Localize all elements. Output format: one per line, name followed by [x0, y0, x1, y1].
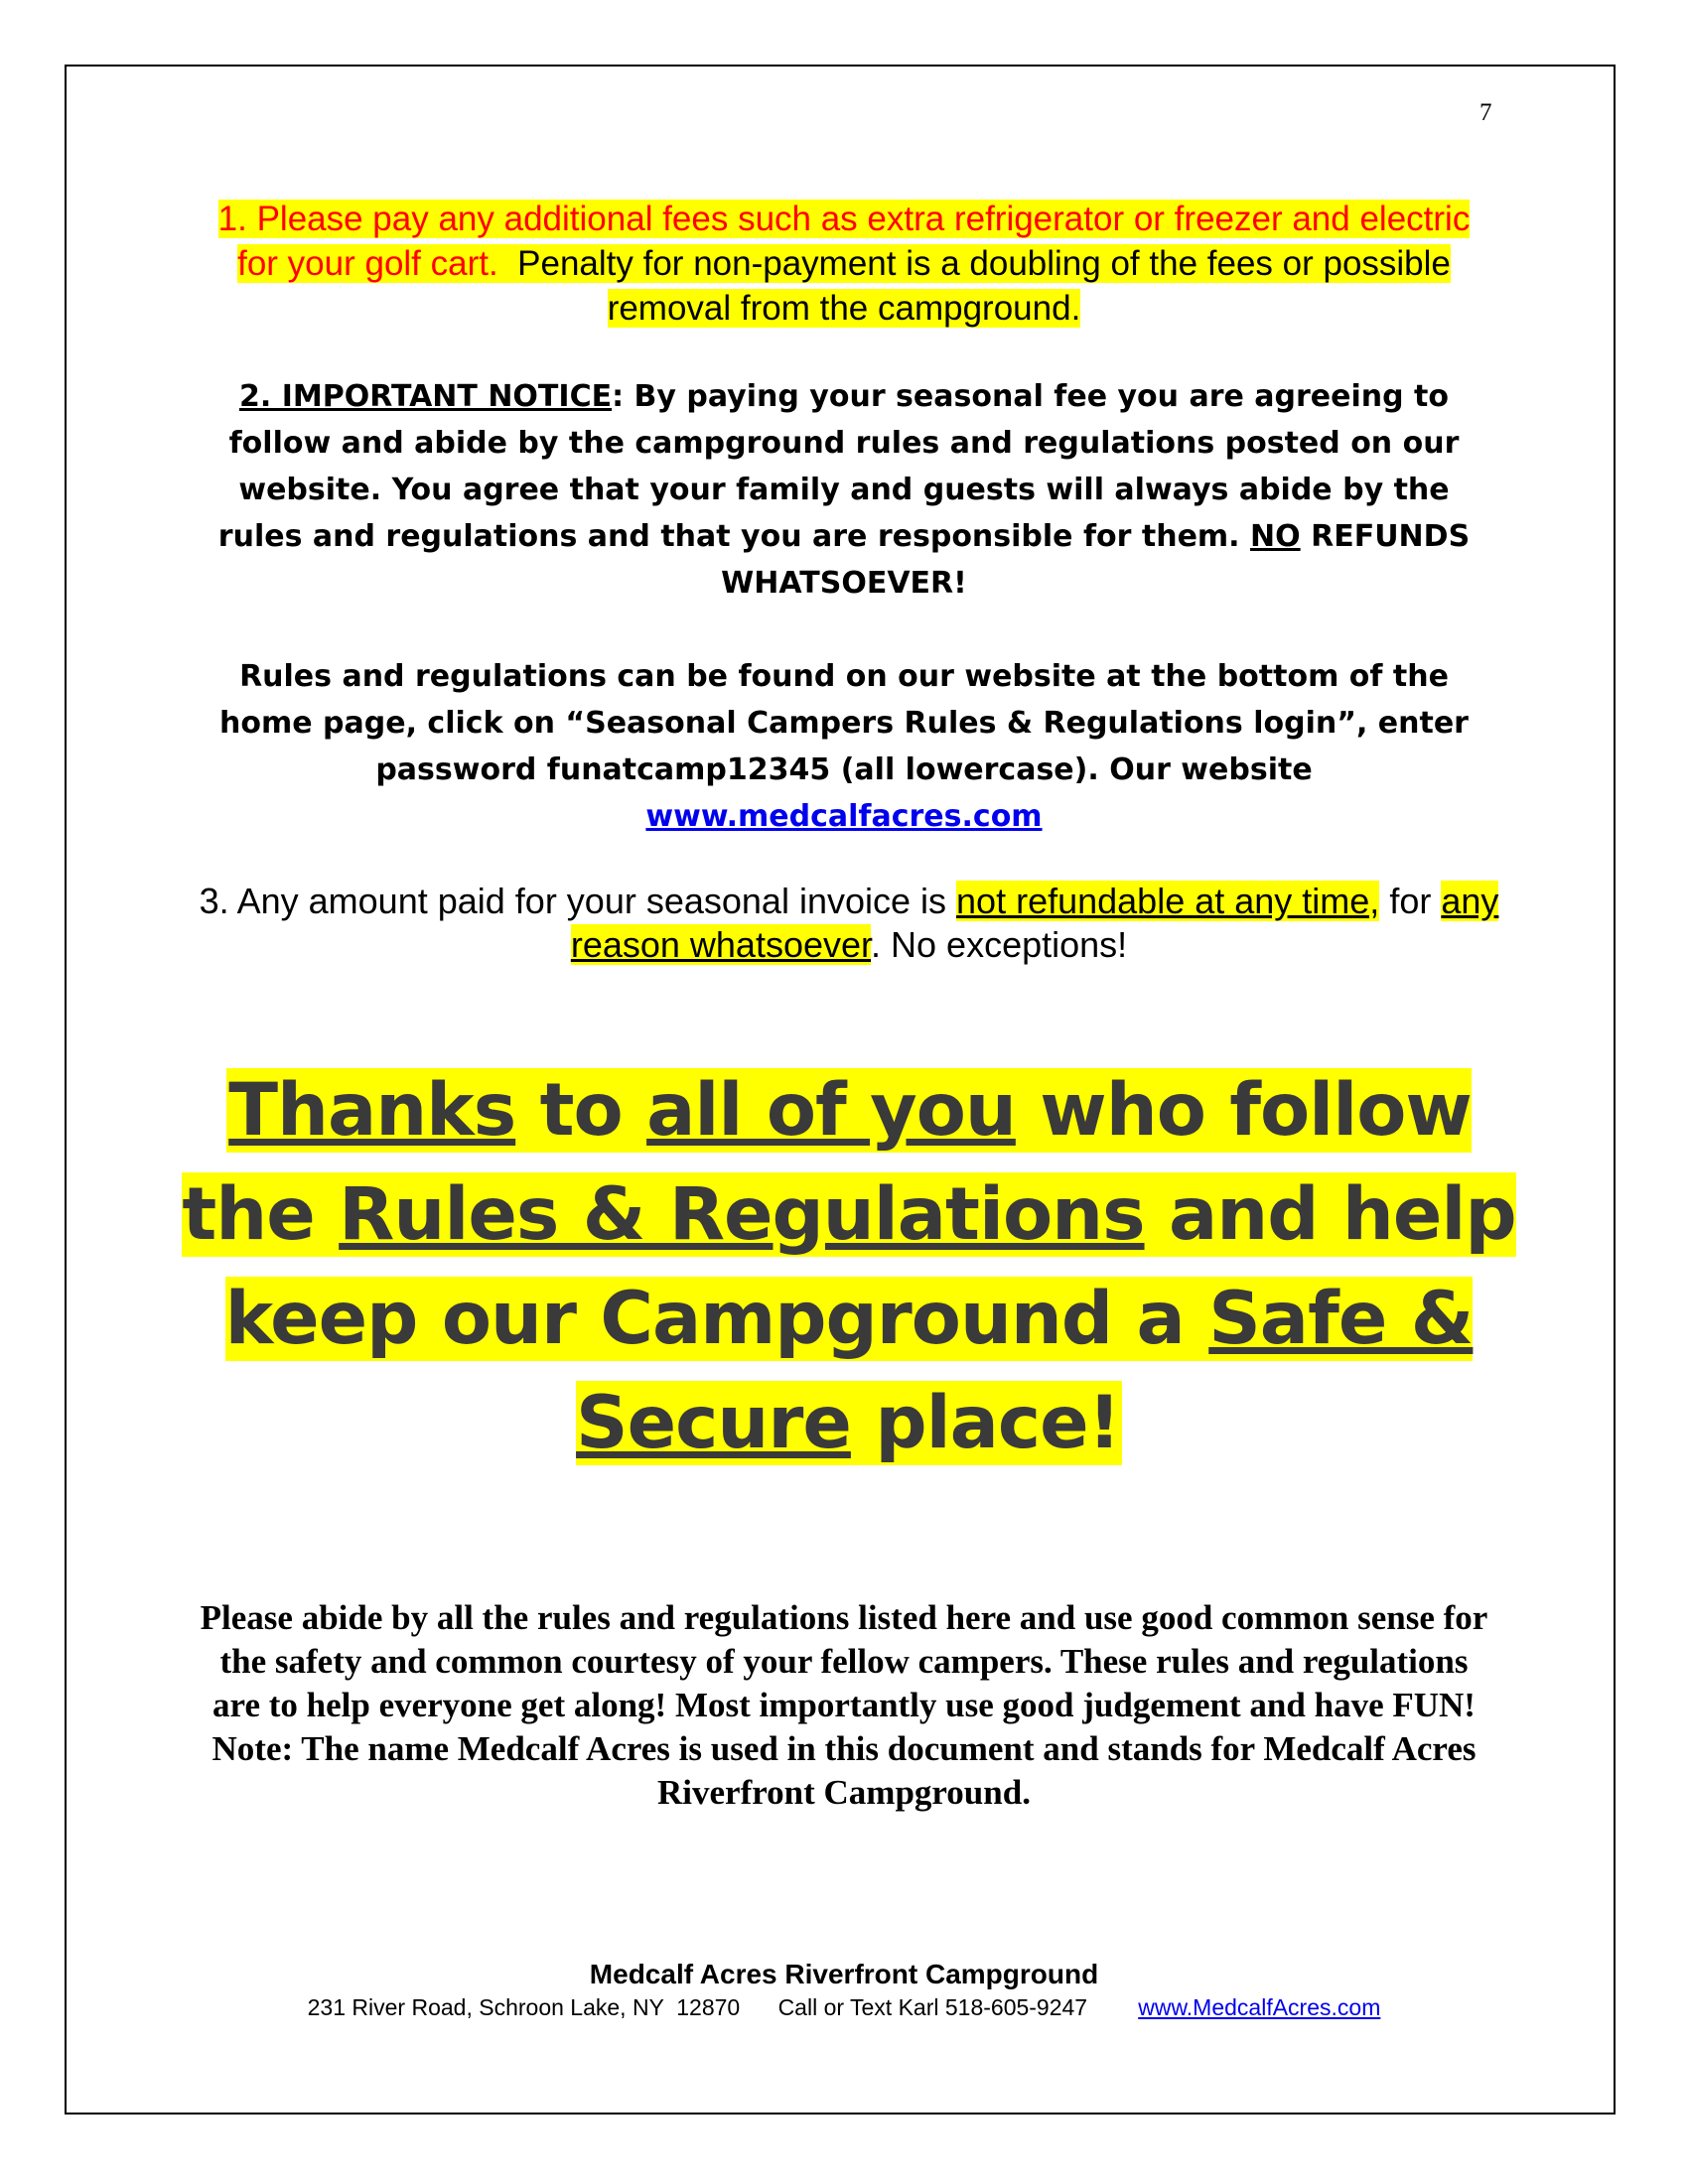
- website-link[interactable]: www.medcalfacres.com: [645, 799, 1043, 834]
- closing-paragraph: Please abide by all the rules and regulations listed here and use good common sense for the safety and common courtesy of your fellow campers. These rules and regulations are to help everyone get along! Most importantly use good judgement and have FUN! Note: The name Medcalf Acres is used in this document and stands for Medcalf Acres Riverfront Campground.: [200, 1598, 1488, 1812]
- no-label: NO: [1250, 519, 1301, 554]
- thanks-place: place!: [875, 1381, 1120, 1465]
- thanks-all-of-you: all of you: [646, 1068, 1016, 1153]
- thanks-who-follow: who follow the: [182, 1068, 1472, 1257]
- important-notice: [199, 373, 1489, 607]
- thanks-safe-secure: Safe & Secure: [576, 1277, 1474, 1465]
- footer-website-link[interactable]: www.MedcalfAcres.com: [1138, 1994, 1381, 2020]
- refund-policy: [199, 880, 1499, 967]
- thanks-to: to: [539, 1068, 623, 1153]
- refund-policy-highlight-1: not refundable at any time,: [956, 881, 1380, 921]
- rules-location-body: Rules and regulations can be found on our website at the bottom of the home page, click on “Seasonal Campers Rules & Regulations login”, enter password funatcamp12345 (all lowercase). Our website: [219, 659, 1469, 787]
- refund-policy-end: . No exceptions!: [871, 924, 1128, 965]
- page-number: 7: [1479, 99, 1492, 126]
- thanks-banner: [169, 1058, 1529, 1475]
- fees-notice: [199, 197, 1489, 331]
- refund-policy-mid: for: [1389, 881, 1432, 921]
- fees-notice-red-text: 1. Please pay any additional fees such as extra refrigerator or freezer and electric for your golf cart.: [217, 200, 1471, 283]
- refund-policy-intro: 3. Any amount paid for your seasonal invoice is: [199, 881, 947, 921]
- thanks-word: Thanks: [228, 1068, 516, 1153]
- footer-title: Medcalf Acres Riverfront Campground: [589, 1959, 1099, 1989]
- footer-address: 231 River Road, Schroon Lake, NY 12870: [307, 1994, 741, 2020]
- thanks-help-keep: and help keep our Campground a: [224, 1172, 1516, 1361]
- thanks-rules-regulations: Rules & Regulations: [339, 1172, 1145, 1257]
- rules-location-text: [199, 653, 1489, 840]
- refund-policy-highlight-2: any reason whatsoever: [570, 881, 1499, 965]
- important-notice-heading: 2. IMPORTANT NOTICE: [238, 379, 613, 414]
- fees-notice-penalty-text: Penalty for non-payment is a doubling of the fees or possible removal from the campground.: [517, 244, 1451, 328]
- important-notice-body: : By paying your seasonal fee you are agreeing to follow and abide by the campground rules and regulations posted on our website. You agree that your family and guests will always abide by the rules and regulations and that you are responsible for them.: [217, 379, 1460, 554]
- no-refunds-text: REFUNDS WHATSOEVER!: [721, 519, 1471, 601]
- footer-contact-line: [199, 1992, 1489, 2022]
- footer-contact: Call or Text Karl 518-605-9247: [777, 1994, 1088, 2020]
